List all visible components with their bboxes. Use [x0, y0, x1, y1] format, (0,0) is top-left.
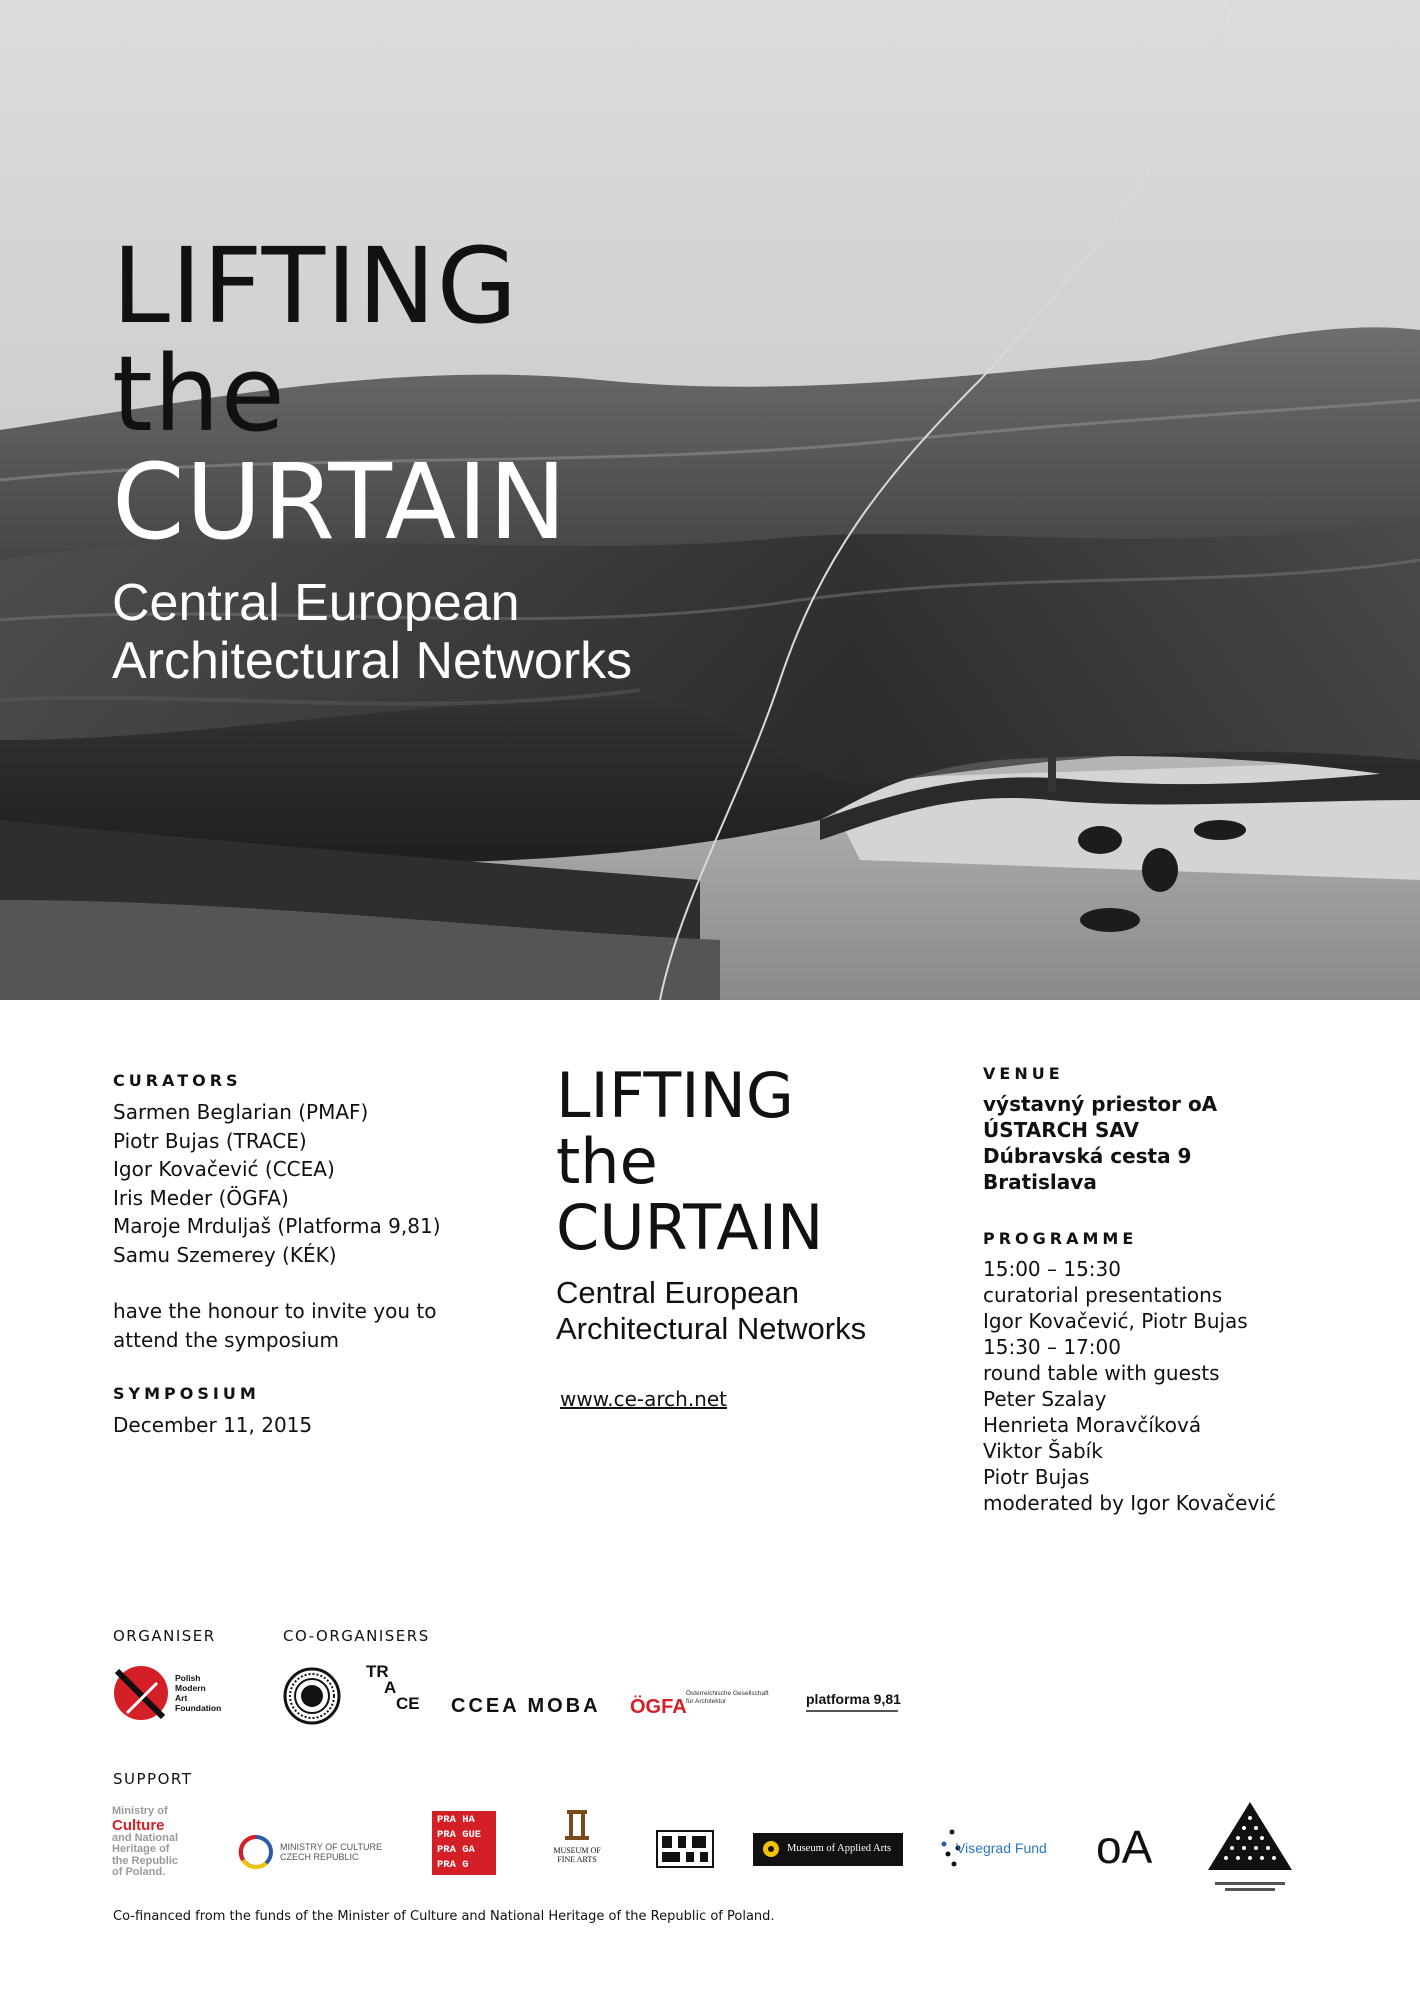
ogfa-text: ÖGFA	[630, 1696, 687, 1718]
pmaf-text-line: Art	[175, 1693, 188, 1703]
fine-arts-museum-logo	[549, 1808, 605, 1880]
fine-arts-text: MUSEUM OF	[553, 1846, 601, 1855]
ogfa-logo	[630, 1690, 780, 1720]
pmaf-logo	[113, 1665, 233, 1721]
programme-line: moderated by Igor Kovačević	[983, 1491, 1276, 1515]
programme-line: 15:30 – 17:00	[983, 1335, 1121, 1359]
czech-ministry-logo	[238, 1834, 398, 1874]
programme-line: round table with guests	[983, 1361, 1220, 1385]
curators-column	[113, 1071, 493, 1440]
programme-line: curatorial presentations	[983, 1283, 1223, 1307]
venue-line: ÚSTARCH SAV	[983, 1118, 1139, 1142]
applied-arts-museum-logo	[753, 1833, 903, 1866]
venue-programme-column	[983, 1064, 1343, 1516]
invite-text-line-1: have the honour to invite you to	[113, 1299, 437, 1323]
center-subtitle-line-1: Central European	[556, 1275, 799, 1310]
co-organisers-label: CO-ORGANISERS	[283, 1627, 430, 1645]
programme-label: PROGRAMME	[983, 1229, 1138, 1248]
trace-text: A	[384, 1678, 397, 1697]
hero-subtitle-line-1: Central European	[112, 574, 520, 632]
polish-ministry-logo	[112, 1806, 178, 1879]
praha-text: PRA GUE	[437, 1829, 482, 1841]
platforma-text: platforma 9,81	[806, 1691, 901, 1707]
trace-text: CE	[396, 1694, 420, 1713]
hero-title-line-3: CURTAIN	[112, 441, 568, 563]
poland-text: the Republic	[112, 1854, 179, 1867]
venue-line: Bratislava	[983, 1170, 1097, 1194]
poland-text: of Poland.	[112, 1866, 166, 1878]
praha-text: PRA GA	[437, 1844, 475, 1856]
fine-arts-text: FINE ARTS	[557, 1855, 597, 1864]
curators-label: CURATORS	[113, 1071, 242, 1090]
center-title-line-3: CURTAIN	[556, 1191, 824, 1264]
organiser-label: ORGANISER	[113, 1627, 216, 1645]
praha-text: PRA G	[437, 1859, 469, 1871]
pmaf-text-line: Foundation	[175, 1703, 222, 1713]
center-subtitle-line-2: Architectural Networks	[556, 1311, 867, 1346]
ogfa-small-text: Österreichische Gesellschaft	[686, 1690, 769, 1697]
culture-institute-logo	[656, 1830, 714, 1868]
construction-institute-logo	[1206, 1800, 1294, 1890]
oa-logo: oA	[1096, 1821, 1153, 1873]
poland-text: Heritage of	[112, 1843, 170, 1855]
programme-line: Piotr Bujas	[983, 1465, 1090, 1489]
programme-line: Viktor Šabík	[983, 1439, 1103, 1463]
center-title-line-2: the	[556, 1125, 658, 1198]
kek-seal-logo	[283, 1667, 341, 1725]
platforma-logo	[806, 1691, 901, 1712]
czech-text: MINISTRY OF CULTURE	[280, 1842, 383, 1852]
trace-logo	[366, 1664, 422, 1720]
hero-title-line-1: LIFTING	[112, 225, 519, 347]
trace-text: TR	[366, 1662, 389, 1681]
poland-text: Culture	[112, 1816, 165, 1834]
curator-name: Maroje Mrduljaš (Platforma 9,81)	[113, 1214, 441, 1238]
visegrad-text: Visegrad Fund	[956, 1840, 1047, 1856]
symposium-label: SYMPOSIUM	[113, 1384, 260, 1403]
hero-title-line-2: the	[112, 333, 286, 455]
programme-line: 15:00 – 15:30	[983, 1257, 1121, 1281]
website-link[interactable]: www.ce-arch.net	[560, 1387, 728, 1411]
support-label: SUPPORT	[113, 1770, 193, 1788]
venue-line: výstavný priestor oA	[983, 1092, 1218, 1116]
praha-text: PRA HA	[437, 1814, 475, 1826]
programme-line: Igor Kovačević, Piotr Bujas	[983, 1309, 1248, 1333]
ccea-moba-logo: CCEA MOBA	[451, 1695, 601, 1717]
czech-text: CZECH REPUBLIC	[280, 1852, 359, 1862]
venue-line: Dúbravská cesta 9	[983, 1144, 1192, 1168]
pmaf-text-line: Modern	[175, 1683, 206, 1693]
poland-text: and National	[112, 1831, 179, 1844]
curator-name: Iris Meder (ÖGFA)	[113, 1185, 289, 1210]
hero-title-block	[112, 225, 633, 690]
invite-text-line-2: attend the symposium	[113, 1327, 339, 1352]
center-title-block	[556, 1059, 946, 1411]
curator-name: Piotr Bujas (TRACE)	[113, 1128, 307, 1153]
curator-name: Samu Szemerey (KÉK)	[113, 1242, 337, 1267]
center-title-line-1: LIFTING	[556, 1059, 794, 1132]
cofinancing-note: Co-financed from the funds of the Minister of Culture and National Heritage of the Republic of Poland.	[113, 1909, 775, 1924]
symposium-date: December 11, 2015	[113, 1413, 313, 1437]
poland-text: Ministry of	[112, 1805, 168, 1817]
programme-line: Henrieta Moravčíková	[983, 1413, 1202, 1437]
curator-name: Sarmen Beglarian (PMAF)	[113, 1100, 369, 1124]
visegrad-fund-logo	[938, 1828, 1058, 1868]
applied-arts-text: Museum of Applied Arts	[787, 1843, 892, 1854]
praha-logo	[432, 1811, 496, 1875]
pmaf-text-line: Polish	[175, 1673, 201, 1683]
programme-line: Peter Szalay	[983, 1387, 1107, 1411]
curator-name: Igor Kovačević (CCEA)	[113, 1157, 335, 1181]
venue-label: VENUE	[983, 1064, 1064, 1083]
ogfa-small-text: für Architektur	[686, 1698, 727, 1705]
hero-subtitle-line-2: Architectural Networks	[112, 632, 633, 690]
